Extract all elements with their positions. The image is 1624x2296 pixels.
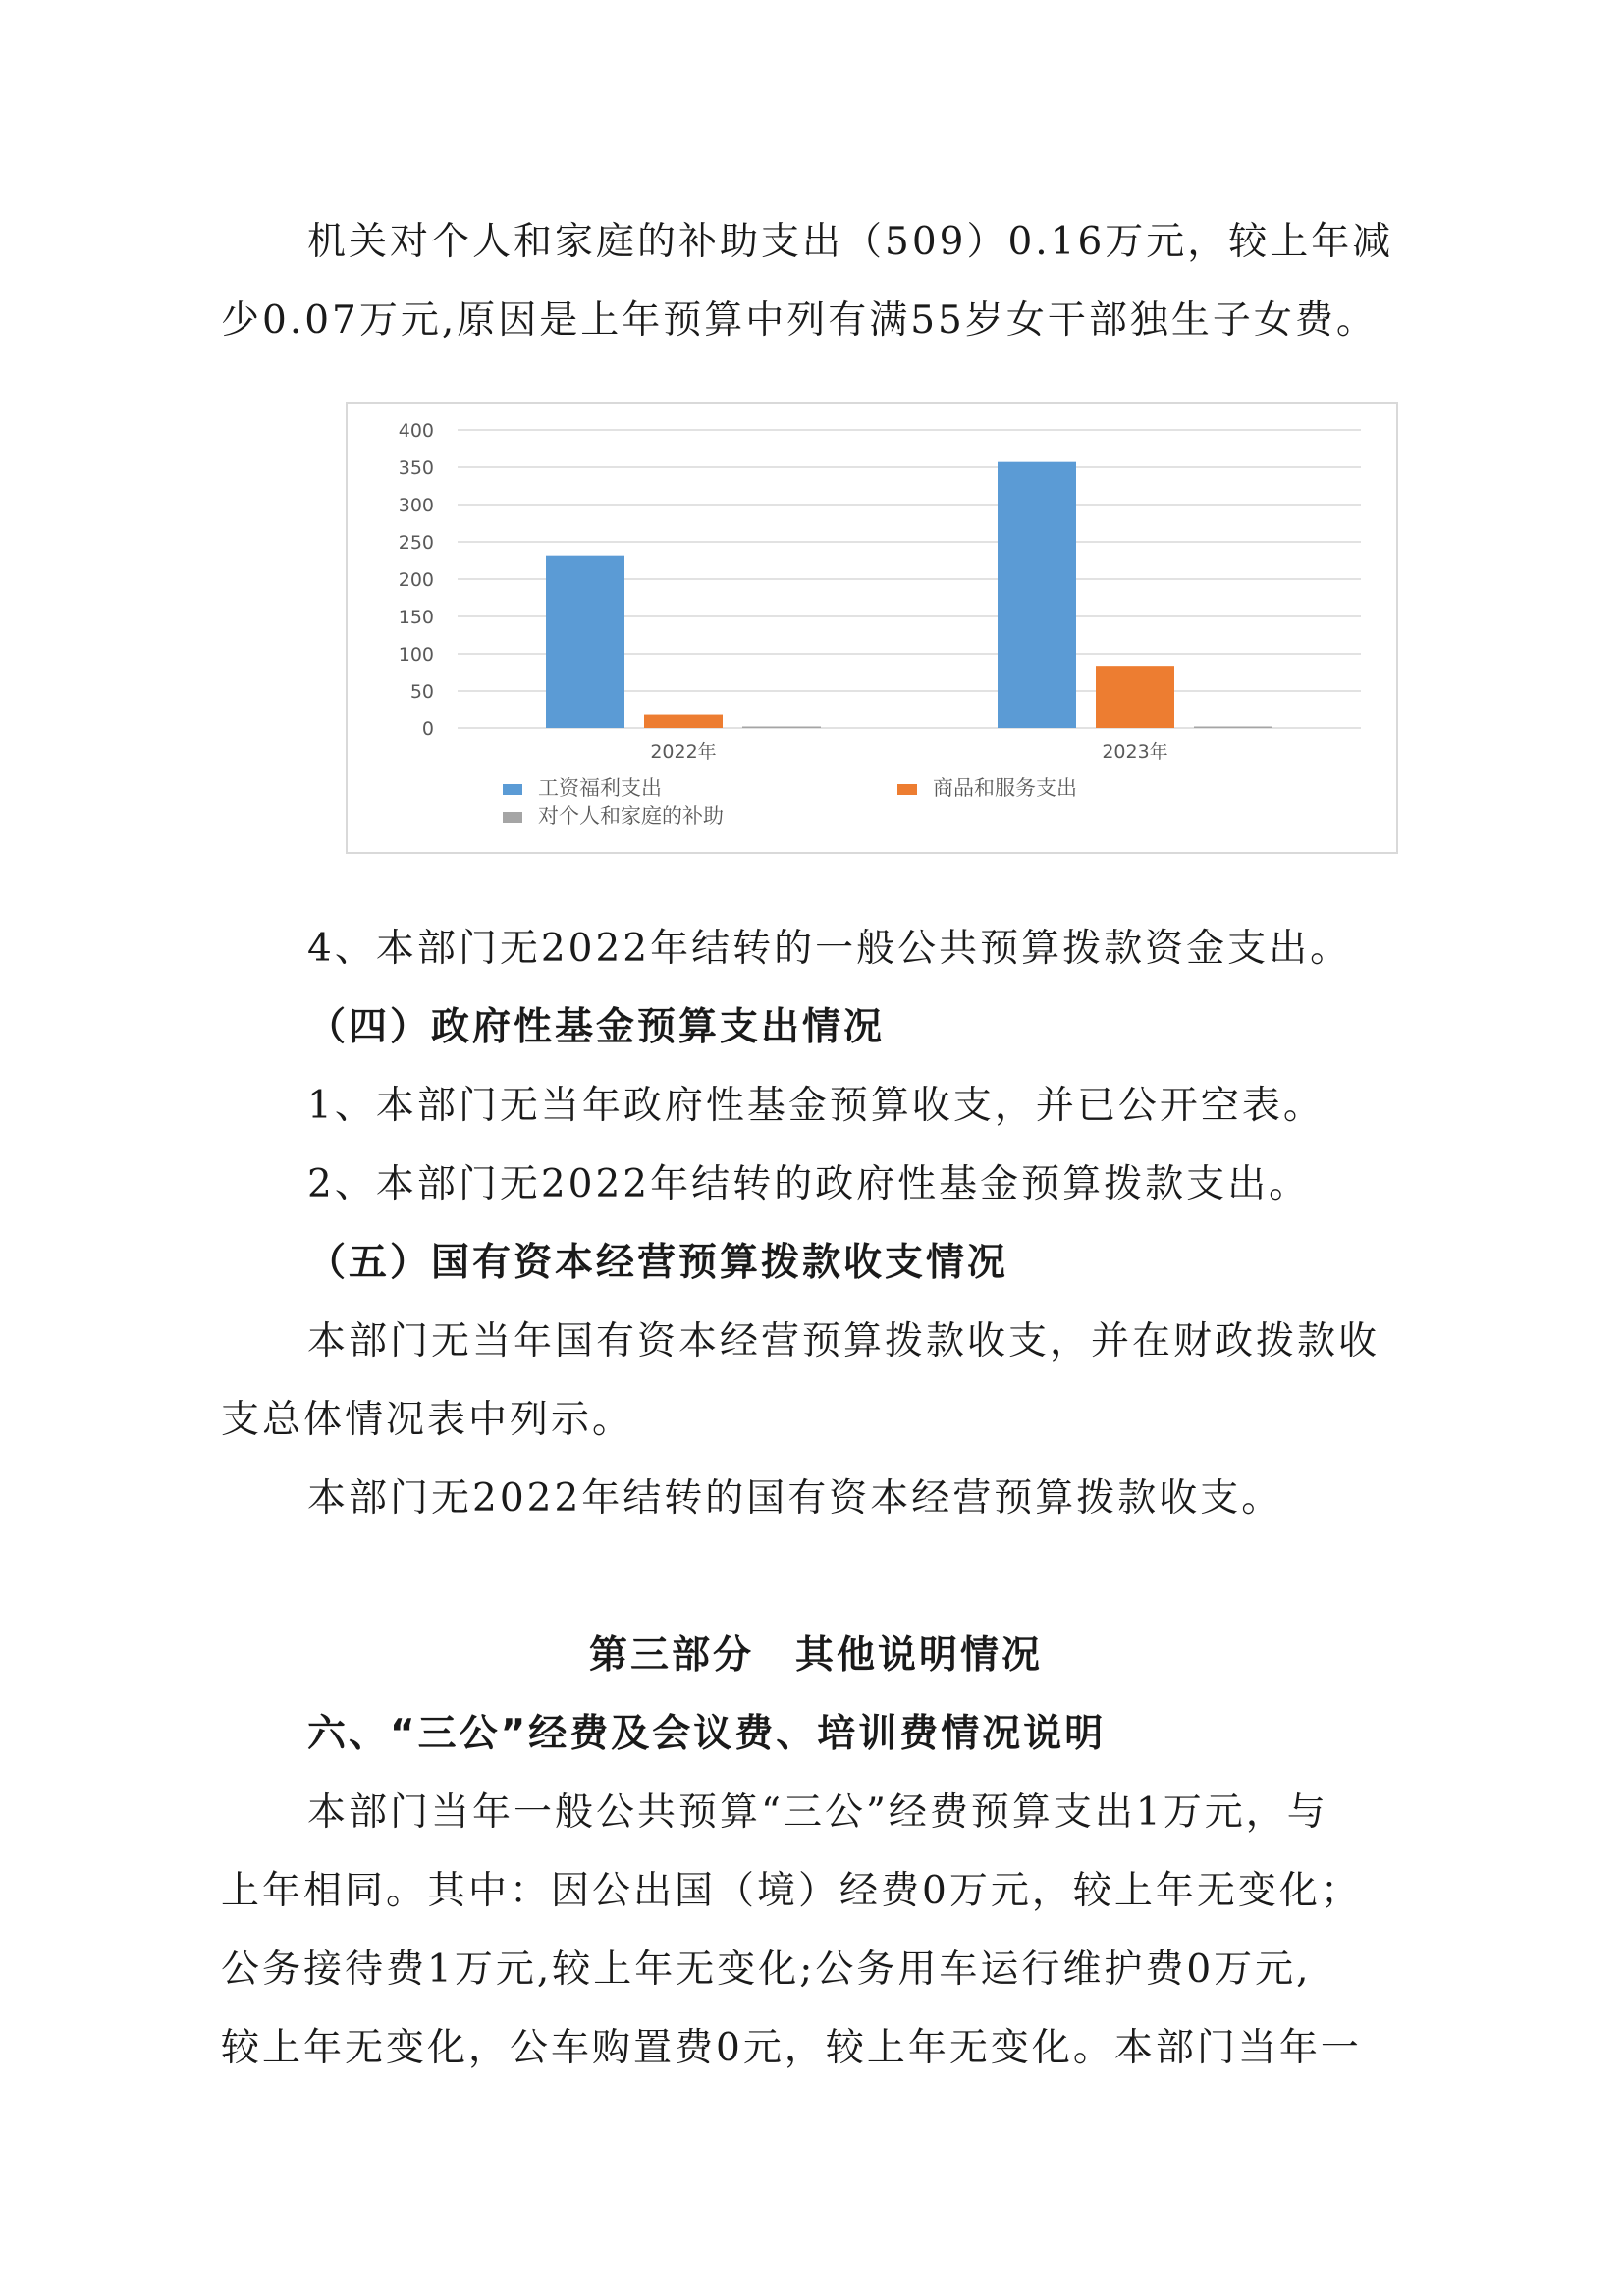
y-tick-label: 100 — [398, 644, 434, 666]
legend-swatch — [503, 812, 522, 823]
para-line: 少0.07万元,原因是上年预算中列有满55岁女干部独生子女费。 — [221, 298, 1378, 343]
y-tick-label: 150 — [398, 607, 434, 628]
legend-label: 工资福利支出 — [538, 776, 662, 800]
bar-chart — [346, 402, 1398, 854]
legend-label: 商品和服务支出 — [933, 776, 1077, 800]
para-line: 较上年无变化，公车购置费0元，较上年无变化。本部门当年一 — [221, 2026, 1362, 2070]
section-heading: 六、“三公”经费及会议费、培训费情况说明 — [307, 1712, 1107, 1756]
y-tick-label: 50 — [409, 681, 434, 703]
section-heading: （四）政府性基金预算支出情况 — [307, 1005, 886, 1049]
para-line: 本部门无当年国有资本经营预算拨款收支，并在财政拨款收 — [307, 1319, 1380, 1363]
y-tick-label: 300 — [398, 495, 434, 516]
para-line: 4、本部门无2022年结转的一般公共预算拨款资金支出。 — [307, 927, 1352, 971]
legend-label: 对个人和家庭的补助 — [538, 804, 724, 828]
y-tick-label: 200 — [398, 569, 434, 591]
y-tick-label: 400 — [398, 420, 434, 442]
bar — [998, 462, 1076, 728]
legend-swatch — [503, 784, 522, 795]
y-tick-label: 0 — [421, 719, 434, 740]
part-title: 第三部分 其他说明情况 — [589, 1633, 1044, 1678]
para-line: 本部门当年一般公共预算“三公”经费预算支出1万元，与 — [307, 1790, 1328, 1835]
bar — [546, 556, 624, 728]
bar — [1194, 727, 1272, 729]
x-tick-label: 2023年 — [1102, 741, 1168, 763]
para-line: 上年相同。其中：因公出国（境）经费0万元，较上年无变化； — [221, 1869, 1362, 1913]
para-line: 1、本部门无当年政府性基金预算收支，并已公开空表。 — [307, 1084, 1325, 1128]
bar — [1096, 666, 1174, 728]
bar — [742, 727, 821, 729]
para-line: 公务接待费1万元,较上年无变化;公务用车运行维护费0万元, — [221, 1948, 1312, 1992]
y-tick-label: 250 — [398, 532, 434, 554]
bar — [644, 715, 723, 728]
para-line: 机关对个人和家庭的补助支出（509）0.16万元，较上年减 — [307, 220, 1394, 264]
legend-swatch — [897, 784, 917, 795]
section-heading: （五）国有资本经营预算拨款收支情况 — [307, 1241, 1009, 1285]
para-line: 支总体情况表中列示。 — [221, 1398, 634, 1442]
y-tick-label: 350 — [398, 457, 434, 479]
x-tick-label: 2022年 — [650, 741, 717, 763]
para-line: 本部门无2022年结转的国有资本经营预算拨款收支。 — [307, 1476, 1283, 1521]
para-line: 2、本部门无2022年结转的政府性基金预算拨款支出。 — [307, 1162, 1311, 1206]
